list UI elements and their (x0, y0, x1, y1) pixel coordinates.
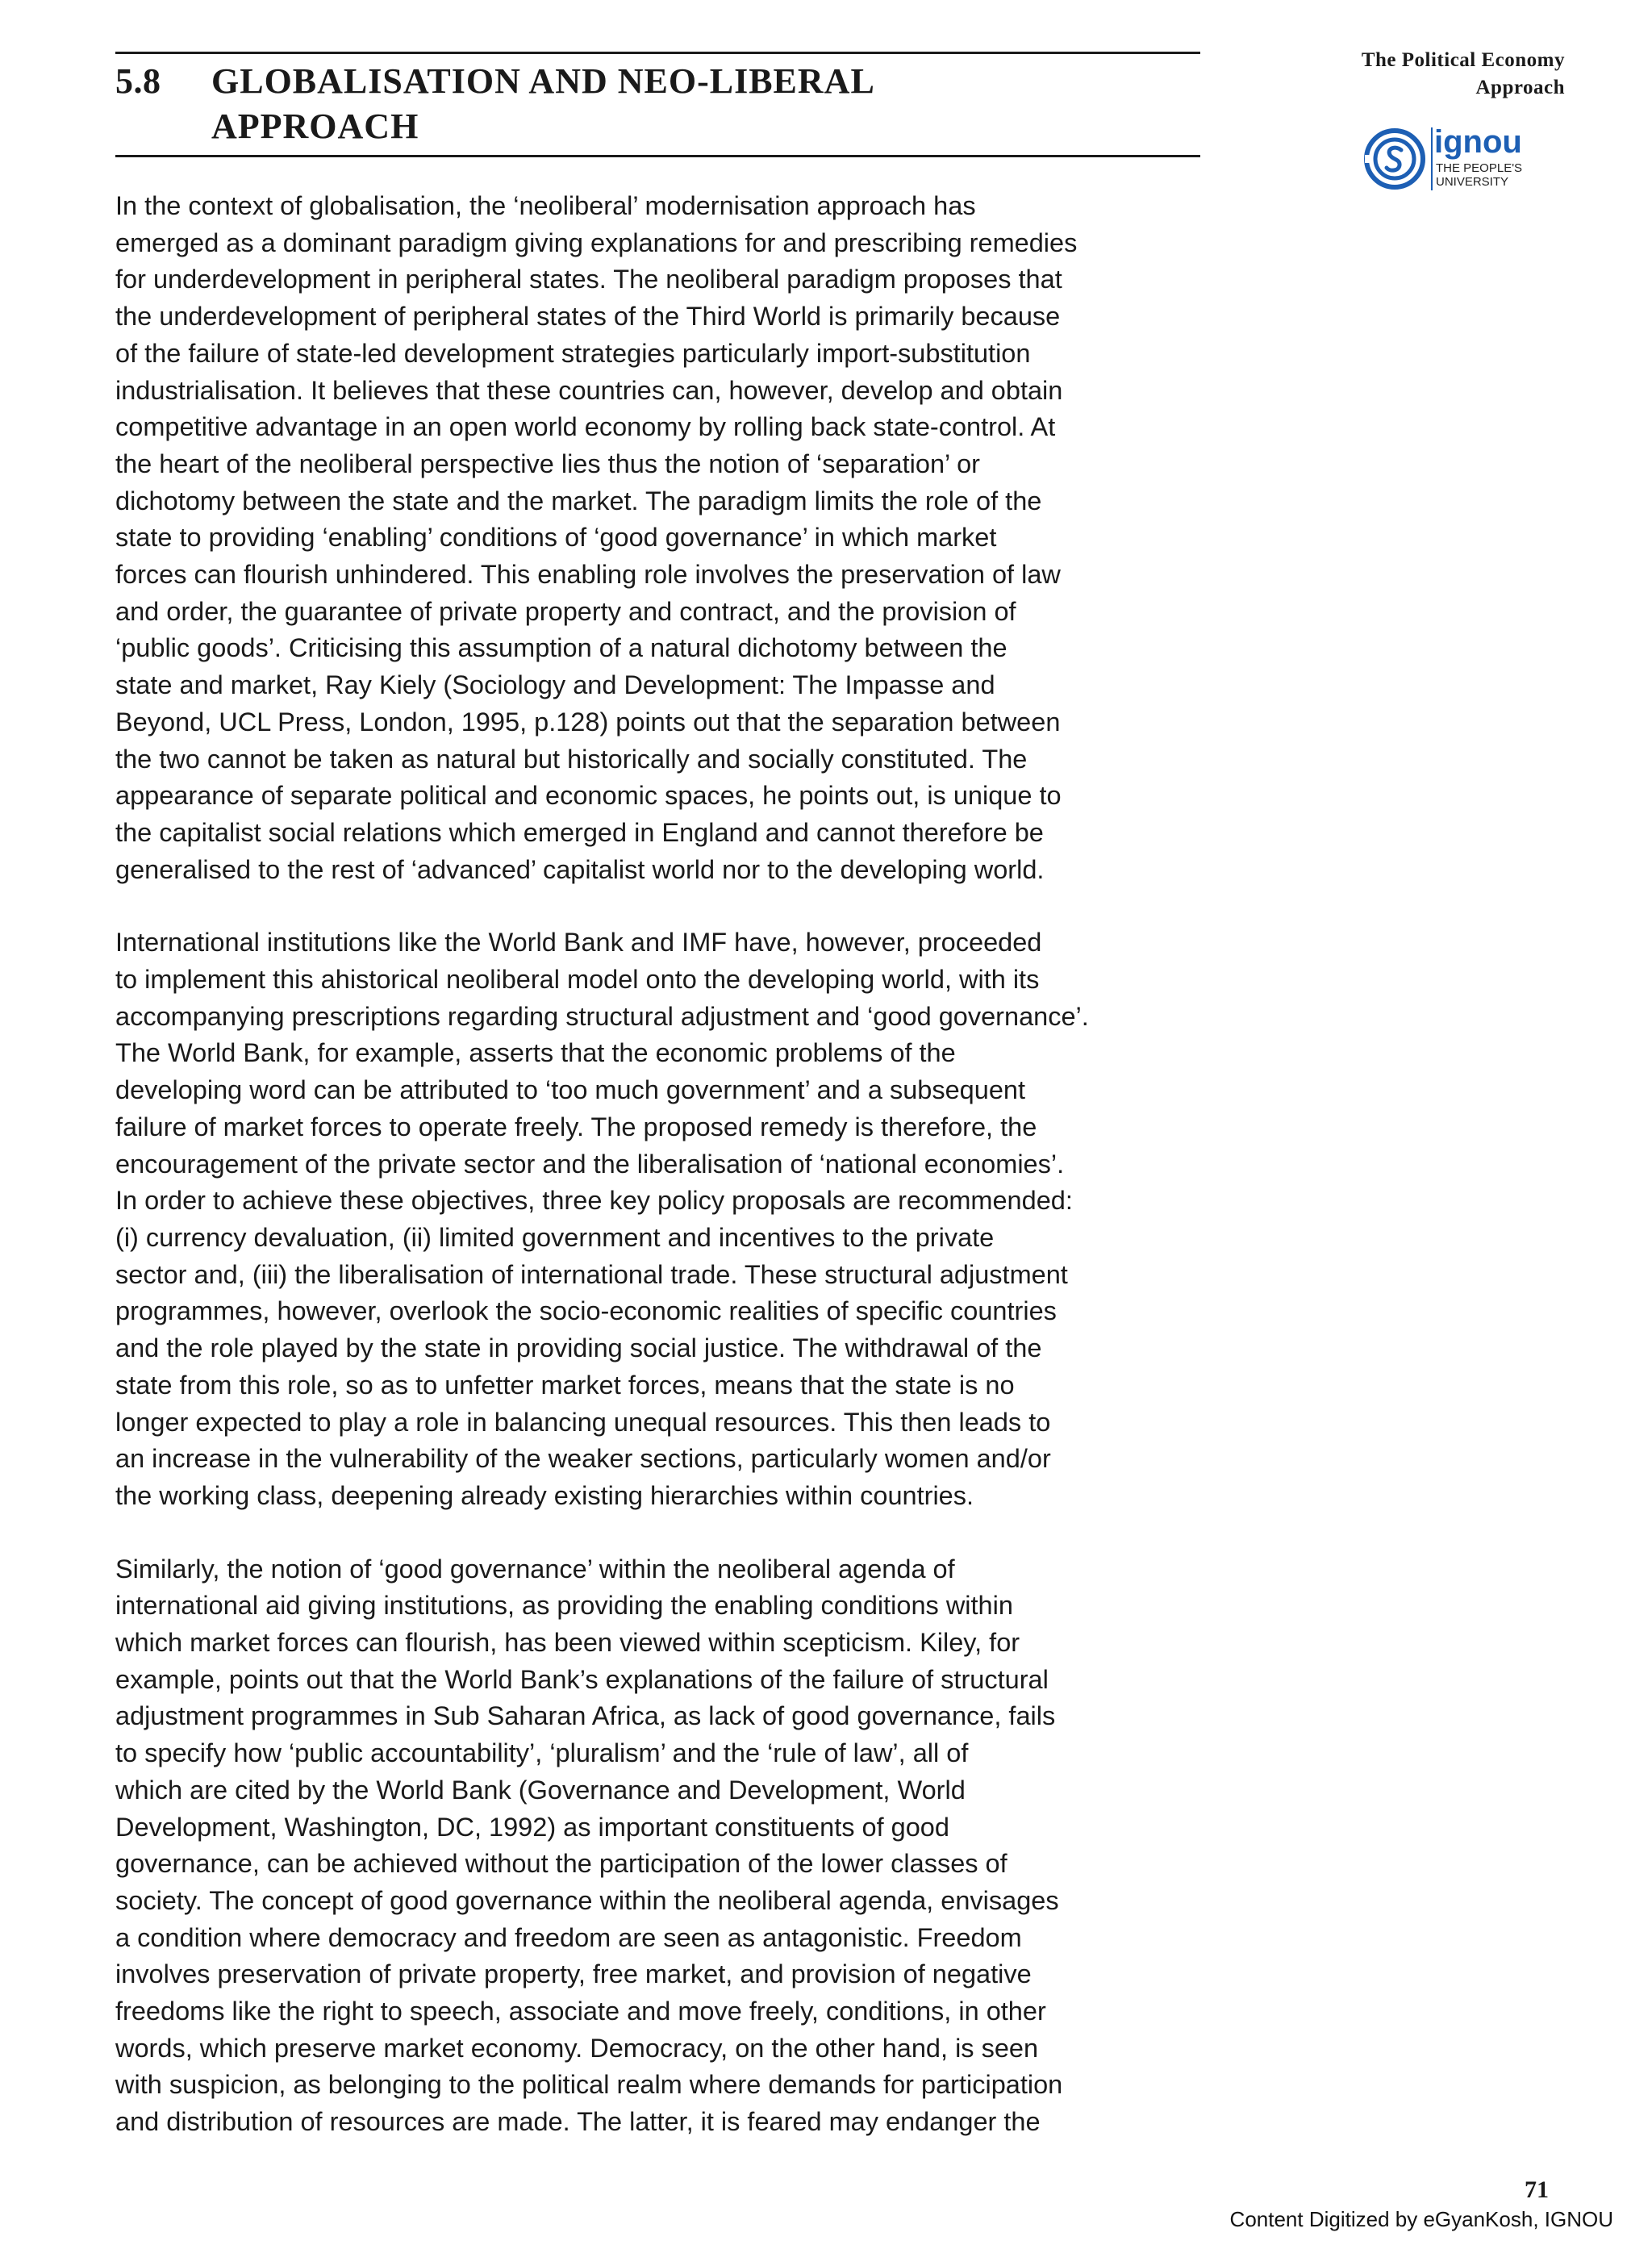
text-line: freedoms like the right to speech, associate and move freely, conditions, in other (115, 1997, 1046, 2026)
text-line: to implement this ahistorical neoliberal model onto the developing world, with its (115, 965, 1040, 995)
text-line: and distribution of resources are made. The latter, it is feared may endanger the (115, 2107, 1041, 2137)
text-line: dichotomy between the state and the market. The paradigm limits the role of the (115, 486, 1042, 515)
text-line: an increase in the vulnerability of the weaker sections, particularly women and/or (115, 1444, 1051, 1474)
text-line: competitive advantage in an open world economy by rolling back state-control. At (115, 412, 1056, 442)
logo-tagline-line-2: UNIVERSITY (1436, 175, 1509, 189)
heading-bottom-rule (115, 155, 1200, 157)
text-line: society. The concept of good governance within the neoliberal agenda, envisages (115, 1885, 1059, 1915)
text-line: and the role played by the state in providing social justice. The withdrawal of the (115, 1333, 1042, 1363)
text-line: a condition where democracy and freedom are seen as antagonistic. Freedom (115, 1922, 1022, 1952)
text-line: programmes, however, overlook the socio-economic realities of specific countries (115, 1296, 1057, 1326)
running-head (1258, 47, 1565, 102)
logo-wordmark: ignou (1434, 124, 1522, 160)
text-line: governance, can be achieved without the participation of the lower classes of (115, 1849, 1007, 1879)
text-line: ‘public goods’. Criticising this assumption of a natural dichotomy between the (115, 633, 1007, 663)
running-head-line-1: The Political Economy (1361, 49, 1565, 71)
text-line: international aid giving institutions, as providing the enabling conditions within (115, 1591, 1013, 1621)
paragraph-1 (115, 188, 1200, 888)
ignou-logo-icon (1363, 127, 1426, 190)
logo-tagline-line-1: THE PEOPLE'S (1436, 161, 1523, 175)
text-line: state and market, Ray Kiely (Sociology and Development: The Impasse and (115, 670, 995, 700)
text-line: appearance of separate political and economic spaces, he points out, is unique to (115, 781, 1062, 811)
text-line: example, points out that the World Bank’s explanations of the failure of structural (115, 1664, 1049, 1694)
text-line: words, which preserve market economy. Democracy, on the other hand, is seen (115, 2033, 1039, 2063)
text-line: International institutions like the World Bank and IMF have, however, proceeded (115, 928, 1042, 958)
text-line: encouragement of the private sector and the liberalisation of ‘national economies’. (115, 1149, 1065, 1179)
page-number: 71 (1525, 2176, 1549, 2203)
section-number: 5.8 (115, 61, 161, 101)
text-line: which market forces can flourish, has been viewed within scepticism. Kiley, for (115, 1628, 1020, 1658)
text-line: of the failure of state-led development strategies particularly import-substitution (115, 338, 1031, 368)
text-line: forces can flourish unhindered. This enabling role involves the preservation of law (115, 560, 1061, 590)
text-line: sector and, (iii) the liberalisation of international trade. These structural adjustment (115, 1259, 1068, 1289)
section-title-line-1: GLOBALISATION AND NEO-LIBERAL (211, 61, 875, 101)
text-line: which are cited by the World Bank (Governance and Development, World (115, 1775, 966, 1805)
text-line: and order, the guarantee of private property and contract, and the provision of (115, 596, 1016, 626)
text-line: adjustment programmes in Sub Saharan Africa, as lack of good governance, fails (115, 1701, 1056, 1731)
text-line: Beyond, UCL Press, London, 1995, p.128) points out that the separation between (115, 707, 1061, 737)
text-line: state to providing ‘enabling’ conditions of ‘good governance’ in which market (115, 523, 997, 553)
text-line: the underdevelopment of peripheral states of the Third World is primarily because (115, 302, 1061, 332)
paragraph-2 (115, 924, 1200, 1514)
section-title (211, 59, 1099, 149)
text-line: Similarly, the notion of ‘good governance’ within the neoliberal agenda of (115, 1554, 955, 1584)
ignou-logo (1363, 124, 1565, 200)
text-line: involves preservation of private property, free market, and provision of negative (115, 1959, 1032, 1989)
text-line: emerged as a dominant paradigm giving explanations for and prescribing remedies (115, 227, 1078, 257)
text-line: (i) currency devaluation, (ii) limited government and incentives to the private (115, 1222, 995, 1252)
body-text (115, 188, 1200, 2177)
text-line: industrialisation. It believes that these countries can, however, develop and obtain (115, 375, 1063, 405)
heading-top-rule (115, 52, 1200, 54)
logo-divider (1431, 127, 1433, 190)
text-line: developing word can be attributed to ‘too much government’ and a subsequent (115, 1075, 1026, 1105)
section-title-line-2: APPROACH (211, 106, 419, 146)
text-line: In order to achieve these objectives, three key policy proposals are recommended: (115, 1186, 1073, 1216)
running-head-line-2: Approach (1475, 77, 1565, 98)
text-line: for underdevelopment in peripheral states. The neoliberal paradigm proposes that (115, 265, 1062, 294)
text-line: state from this role, so as to unfetter market forces, means that the state is no (115, 1370, 1015, 1400)
text-line: In the context of globalisation, the ‘neoliberal’ modernisation approach has (115, 191, 976, 220)
text-line: generalised to the rest of ‘advanced’ capitalist world nor to the developing world. (115, 854, 1045, 884)
text-line: the two cannot be taken as natural but historically and socially constituted. The (115, 744, 1028, 774)
text-line: The World Bank, for example, asserts that the economic problems of the (115, 1038, 956, 1068)
text-line: the working class, deepening already existing hierarchies within countries. (115, 1480, 974, 1510)
text-line: accompanying prescriptions regarding structural adjustment and ‘good governance’. (115, 1001, 1089, 1031)
text-line: longer expected to play a role in balancing unequal resources. This then leads to (115, 1407, 1051, 1437)
paragraph-3 (115, 1551, 1200, 2141)
logo-tagline (1436, 161, 1522, 189)
text-line: to specify how ‘public accountability’, ‘pluralism’ and the ‘rule of law’, all of (115, 1738, 969, 1768)
text-line: the capitalist social relations which emerged in England and cannot therefore be (115, 817, 1044, 847)
footer-credit: Content Digitized by eGyanKosh, IGNOU (1229, 2207, 1613, 2231)
text-line: with suspicion, as belonging to the political realm where demands for participation (115, 2070, 1063, 2100)
text-line: the heart of the neoliberal perspective lies thus the notion of ‘separation’ or (115, 449, 980, 478)
text-line: Development, Washington, DC, 1992) as important constituents of good (115, 1812, 949, 1842)
text-line: failure of market forces to operate freely. The proposed remedy is therefore, the (115, 1112, 1037, 1141)
